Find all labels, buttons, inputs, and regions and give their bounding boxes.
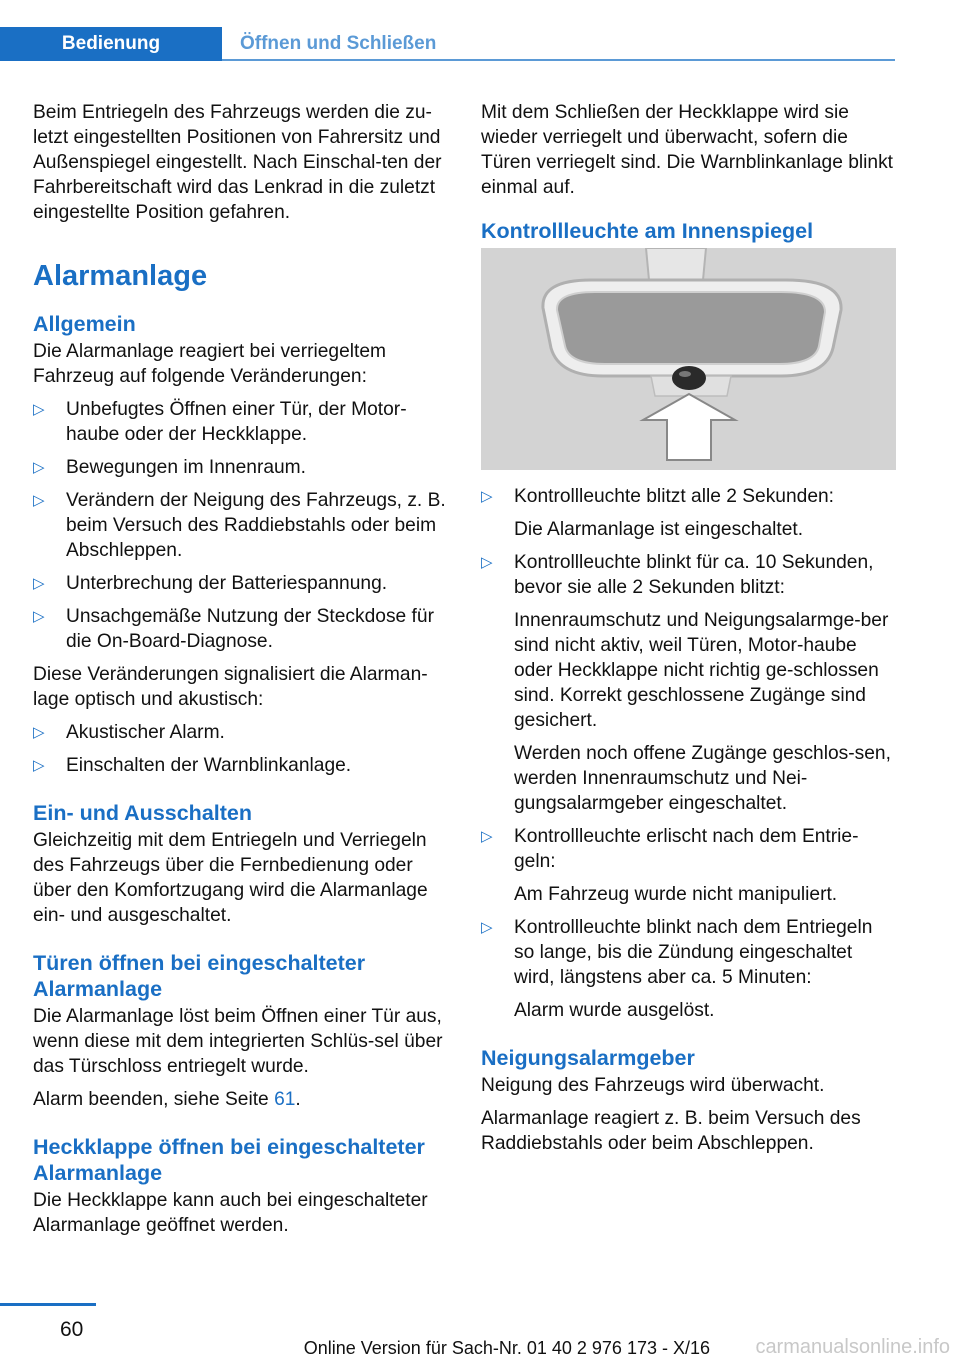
tilt-text-2: Alarmanlage reagiert z. B. beim Versuch des Raddiebstahls oder beim Abschleppen. (481, 1108, 861, 1154)
alarm-end-text: Alarm beenden, siehe Seite 61. (33, 1089, 301, 1110)
onoff-heading: Ein- und Ausschalten (33, 801, 252, 825)
triangle-bullet-icon: ▷ (481, 554, 493, 571)
onoff-text: Gleichzeitig mit dem Entriegeln und Verriegeln des Fahrzeugs über die Fernbedienung oder über den Komfortzugang wird die Alarmanlage ein- und ausgeschaltet. (33, 830, 428, 926)
tilt-text-1: Neigung des Fahrzeugs wird überwacht. (481, 1075, 825, 1096)
indicator-list (481, 484, 896, 1023)
list-item: ▷ Verändern der Neigung des Fahrzeugs, z. B. beim Versuch des Raddiebstahls oder beim Abschleppen. (33, 490, 446, 561)
tailgate-text: Die Heckklappe kann auch bei eingeschalteter Alarmanlage geöffnet werden. (33, 1190, 428, 1236)
general-text: Die Alarmanlage reagiert bei verriegeltem Fahrzeug auf folgende Veränderungen: (33, 341, 387, 387)
general-heading: Allgemein (33, 312, 136, 336)
header-divider (222, 59, 895, 61)
tilt-heading: Neigungsalarmgeber (481, 1046, 695, 1070)
doors-heading: Türen öffnen bei eingeschalteter Alarmanlage (33, 951, 366, 1001)
page-number: 60 (60, 1318, 84, 1341)
list-item: ▷ Kontrollleuchte blinkt nach dem Entriegeln so lange, bis die Zündung eingeschaltet wird, längstens aber ca. 5 Minuten: Alarm wurde ausgelöst. (481, 917, 873, 1021)
triangle-bullet-icon: ▷ (33, 724, 45, 741)
signal-text: Diese Veränderungen signalisiert die Alarman-lage optisch und akustisch: (33, 664, 428, 710)
triangle-bullet-icon: ▷ (33, 459, 45, 476)
left-column (33, 100, 449, 1246)
triangle-bullet-icon: ▷ (33, 492, 45, 509)
changes-list (33, 397, 449, 654)
triangle-bullet-icon: ▷ (481, 828, 493, 845)
doors-text: Die Alarmanlage löst beim Öffnen einer Tür aus, wenn diese mit dem integrierten Schlüs-sel über das Türschloss entriegelt wurde. (33, 1006, 443, 1077)
chapter-tab[interactable]: Öffnen und Schließen (240, 33, 437, 54)
mirror-illustration (481, 248, 896, 470)
tailgate-heading: Heckklappe öffnen bei eingeschalteter Alarmanlage (33, 1135, 425, 1185)
section-title: Alarmanlage (33, 260, 208, 292)
list-item: ▷ Kontrollleuchte blitzt alle 2 Sekunden: Die Alarmanlage ist eingeschaltet. (481, 486, 834, 540)
online-version-text: Online Version für Sach-Nr. 01 40 2 976 173 - X/16 (303, 1338, 710, 1358)
list-item: ▷ Unsachgemäße Nutzung der Steckdose für die On-Board-Diagnose. (33, 606, 434, 652)
section-tab[interactable]: Bedienung (0, 27, 222, 61)
triangle-bullet-icon: ▷ (481, 488, 493, 505)
page-link[interactable]: 61 (274, 1089, 296, 1110)
watermark: carmanualsonline.info (755, 1336, 950, 1358)
list-item: ▷ Einschalten der Warnblinkanlage. (33, 755, 352, 776)
triangle-bullet-icon: ▷ (33, 575, 45, 592)
list-item: ▷ Akustischer Alarm. (33, 722, 225, 743)
list-item: ▷ Kontrollleuchte erlischt nach dem Entrie-geln: Am Fahrzeug wurde nicht manipuliert. (481, 826, 859, 905)
intro-paragraph: Beim Entriegeln des Fahrzeugs werden die zu-letzt eingestellten Positionen von Fahrersitz und Außenspiegel eingestellt. Nach Einschal-ten der Fahrbereitschaft wird das Lenkrad in die zuletzt eingestellte Position gefahren. (33, 102, 442, 223)
right-column (481, 100, 896, 1164)
signals-list (33, 720, 449, 778)
triangle-bullet-icon: ▷ (33, 401, 45, 418)
triangle-bullet-icon: ▷ (33, 608, 45, 625)
list-item: ▷ Unbefugtes Öffnen einer Tür, der Motor-haube oder der Heckklappe. (33, 399, 407, 445)
list-item: ▷ Bewegungen im Innenraum. (33, 457, 306, 478)
footer-divider (0, 1303, 96, 1306)
triangle-bullet-icon: ▷ (481, 919, 493, 936)
mirror-figure (481, 248, 896, 470)
indicator-heading: Kontrollleuchte am Innenspiegel (481, 219, 814, 243)
list-item: ▷ Kontrollleuchte blinkt für ca. 10 Sekunden, bevor sie alle 2 Sekunden blitzt: Innenraumschutz und Neigungsalarmge-ber sind nicht aktiv, weil Türen, Motor-haube oder Heckklappe nicht richtig ge-schlossen sind. Korrekt geschlossene Zugänge sind gesichert. Werden noch offene Zugänge geschlos-sen, werden Innenraumschutz und Nei-gungsalarmgeber eingeschaltet. (481, 552, 891, 814)
list-item: ▷ Unterbrechung der Batteriespannung. (33, 573, 388, 594)
page-header (0, 27, 895, 61)
triangle-bullet-icon: ▷ (33, 757, 45, 774)
right-intro-paragraph: Mit dem Schließen der Heckklappe wird sie wieder verriegelt und überwacht, sofern die Türen verriegelt sind. Die Warnblinkanlage blinkt einmal auf. (481, 102, 894, 198)
